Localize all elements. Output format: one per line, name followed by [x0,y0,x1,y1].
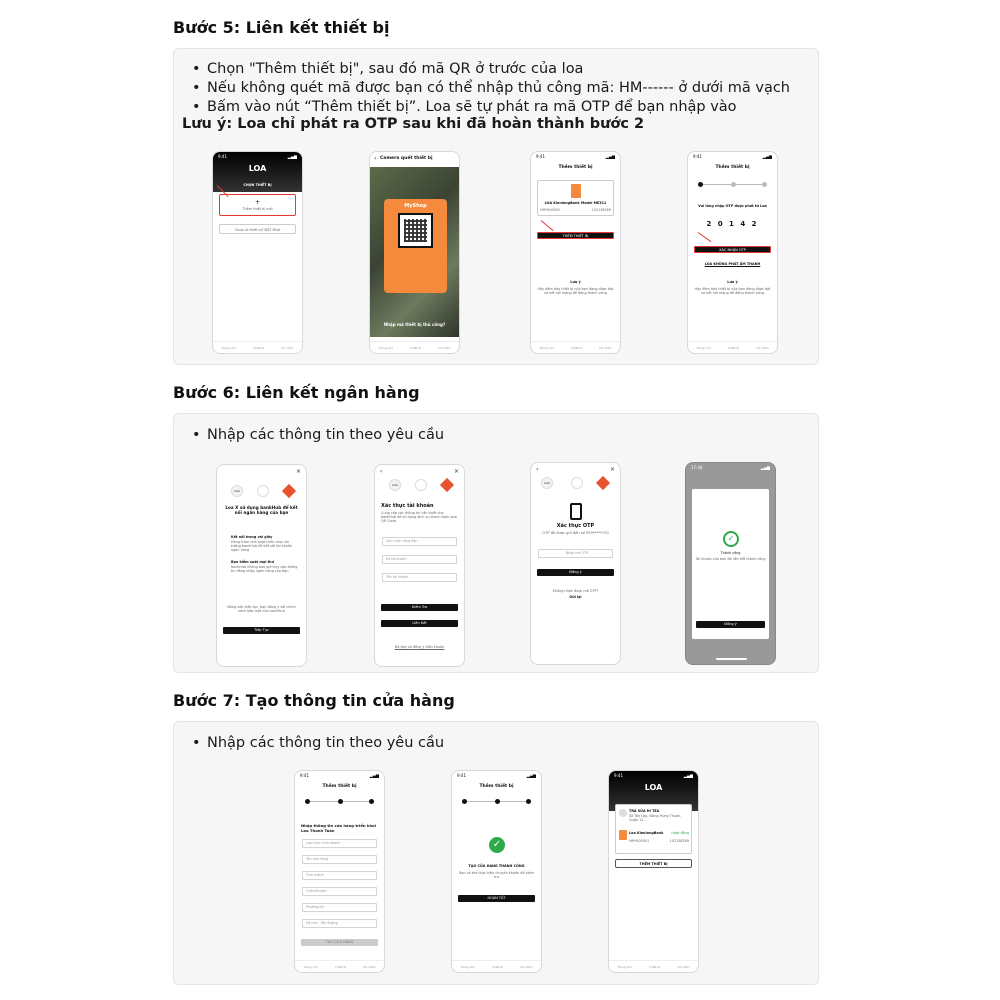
nav-profile[interactable]: Cá nhân [520,964,533,969]
step6-panel [173,413,819,673]
feature-1-text: Hàng trăm nhà phát triển chọn tin tưởng bankHub để kết nối tài khoản ngân hàng [231,540,293,552]
nav-device[interactable]: Thiết bị [491,964,504,969]
link-icon [415,479,427,491]
success-desc: Tài khoản của bạn đã liên kết thành công [695,557,766,561]
account-number-input[interactable]: Số tài khoản [382,555,457,564]
step5-note: Lưu ý: Loa chỉ phát ra OTP sau khi đã hoàn thành bước 2 [182,116,645,132]
progress-stepper [698,182,767,186]
step7-bullets [192,734,444,753]
speaker-icon [571,184,581,198]
back-icon[interactable]: ‹ [374,155,377,162]
address-input[interactable]: Số nhà - Tên đường [302,919,377,928]
screen-title: Thêm thiết bị [322,784,357,789]
ward-input[interactable]: Phường/Xã [302,903,377,912]
info-text: Hãy đảm bảo thiết bị của bạn đang được bật và kết nối mạng để đăng thành công [694,287,771,295]
add-device-card[interactable] [219,194,296,216]
agree-button[interactable]: Đồng ý [696,621,765,628]
feature-2-text: bankHub không bao giờ truy cập thông tin đăng nhập ngân hàng của bạn [231,565,298,573]
signal-icon: ▂▄▆ [526,773,536,778]
back-icon[interactable]: ‹ [536,466,539,473]
bottom-nav [609,960,698,972]
step6-screen-bankhub-intro [216,464,307,667]
close-icon[interactable]: × [295,468,301,475]
privacy-text: Bằng việc tiếp tục, bạn đồng ý với chính sách bảo mật của bankHub [227,605,296,613]
connection-icons [531,477,620,489]
info-heading: Lưu ý [727,280,738,284]
status-time: 9:41 [536,154,545,159]
success-title: Thành công [720,551,741,555]
bottom-nav [688,341,777,353]
create-store-button[interactable]: TẠO CỬA HÀNG [301,939,378,946]
nav-profile[interactable]: Cá nhân [363,964,376,969]
step5-screen-otp [687,151,778,354]
screen-title: Thêm thiết bị [715,165,750,170]
add-device-label: THÊM THIẾT BỊ [639,862,668,866]
no-sound-link[interactable]: LOA KHÔNG PHÁT ÂM THANH [704,262,761,266]
device-code: HM*000001 [629,839,650,843]
device-name: LOA KienlongBank Model ME311 [544,201,607,205]
device-serial: 102138289 [591,208,611,212]
device-card [537,180,614,216]
pointer-arrow-icon [541,220,554,231]
pointer-arrow-icon [698,232,712,242]
signal-icon: ▂▄▆ [762,154,772,159]
nav-device[interactable]: Thiết bị [409,345,422,350]
nav-home[interactable]: Trang chủ [303,964,319,969]
nav-home[interactable]: Trang chủ [378,345,394,350]
nav-home[interactable]: Trang chủ [539,345,555,350]
check-circle-icon: ✓ [489,837,505,853]
verify-desc: Cung cấp các thông tin cần thiết cho bankHub để sử dụng dịch vụ thanh toán qua QR Code. [381,511,457,523]
nav-home[interactable]: Trang chủ [696,345,712,350]
bankhub-icon [282,484,296,498]
province-input[interactable]: Tỉnh thành [302,871,377,880]
step5-title: Bước 5: Liên kết thiết bị [173,18,390,37]
check-circle-icon: ✓ [723,531,739,547]
nav-device[interactable]: Thiết bị [648,964,661,969]
step5-screen-add-device [530,151,621,354]
step5-bullet-2: • Nếu không quét mã được bạn có thể nhập thủ công mã: HM------ ở dưới mã vạch [192,79,790,98]
connection-icons [217,485,306,497]
bottom-nav [213,341,302,353]
step5-bullets [192,60,790,117]
device-serial: 102138289 [669,839,689,843]
step7-screen-store-info [294,770,385,973]
add-device-button[interactable] [615,859,692,868]
otp-desc: OTP đã được gửi đến số 093*****170 [542,531,609,535]
camera-viewfinder [370,167,459,337]
link-button[interactable]: Liên Kết [381,620,458,627]
nav-profile[interactable]: Cá nhân [756,345,769,350]
status-time: 9:41 [300,773,309,778]
otp-input[interactable]: 2 0 1 4 2 [706,220,759,228]
step5-bullet-3: • Bấm vào nút “Thêm thiết bị”. Loa sẽ tự phát ra mã OTP để bạn nhập vào [192,98,790,117]
step5-bullet-1: • Chọn "Thêm thiết bị", sau đó mã QR ở trước của loa [192,60,790,79]
nav-device[interactable]: Thiết bị [252,345,265,350]
manual-entry-link[interactable]: Nhập mã thiết bị thủ công? [383,322,446,327]
order-device-button[interactable] [219,224,296,234]
feature-1-title: Kết nối trong vài giây [231,535,273,539]
add-device-button[interactable]: THÊM THIẾT BỊ [537,232,614,239]
account-name-input[interactable]: Tên tài khoản [382,573,457,582]
link-icon [257,485,269,497]
nav-profile[interactable]: Cá nhân [677,964,690,969]
speaker-card [384,199,447,293]
success-desc: Bạn có thể thực hiện chuyển khoản để kiểm tra [459,871,534,879]
nav-home[interactable]: Trang chủ [221,345,237,350]
success-title: TẠO CỬA HÀNG THÀNH CÔNG [468,864,525,868]
store-name: TRÀ SỮA HI TEA [629,809,660,813]
step7-screen-store-success [451,770,542,973]
nav-profile[interactable]: Cá nhân [438,345,451,350]
bottom-nav [531,341,620,353]
info-text: Hãy đảm bảo thiết bị của bạn đang được bật và kết nối mạng để đăng thành công [537,287,614,295]
terms-link[interactable]: Đã đọc và đồng ý điều khoản [394,645,445,649]
step7-title: Bước 7: Tạo thông tin cửa hàng [173,691,455,710]
signal-icon: ▂▄▆ [287,154,297,159]
otp-input[interactable]: Nhập mã OTP [538,549,613,558]
status-time: 17:44 [691,465,703,470]
close-icon[interactable]: × [453,468,459,475]
close-icon[interactable]: × [609,466,615,473]
status-time: 9:41 [693,154,702,159]
step7-panel [173,721,819,985]
connection-icons [375,479,464,491]
brand-label: MyShop [404,203,427,209]
step5-panel [173,48,819,365]
feature-2-title: Bạn kiểm soát mọi thứ [231,560,274,564]
store-card[interactable] [615,804,692,854]
bankhub-icon [440,478,454,492]
phone-icon [570,503,582,520]
nav-profile[interactable]: Cá nhân [281,345,294,350]
store-prompt: Nhập thông tin cửa hàng triển khai Loa Thanh Toán [301,823,377,833]
district-input[interactable]: Quận/Huyện [302,887,377,896]
screen-title: Thêm thiết bị [558,165,593,170]
step6-screen-success [685,462,776,665]
back-icon[interactable]: ‹ [380,468,383,475]
otp-title: Xác thực OTP [556,523,595,529]
otp-prompt: Vui lòng nhập OTP được phát từ Loa [698,204,767,208]
camera-title: Camera quét thiết bị [380,156,433,161]
qr-code-icon [398,213,433,248]
add-device-label: Thêm thiết bị mới [242,207,273,211]
step5-screen-camera-scan [369,151,460,354]
nav-home[interactable]: Trang chủ [617,964,633,969]
intro-heading: Loa X sử dụng bankHub để kết nối ngân hàng của bạn [225,505,298,515]
finish-button[interactable]: HOÀN TẤT [458,895,535,902]
speaker-icon [619,830,627,840]
nav-device[interactable]: Thiết bị [570,345,583,350]
loa-icon: LOA [389,479,401,491]
app-logo: LOA [248,164,267,173]
progress-stepper [462,799,531,803]
bottom-nav [370,341,459,353]
nav-home[interactable]: Trang chủ [460,964,476,969]
signal-icon: ▂▄▆ [760,465,770,470]
step6-screen-otp [530,462,621,665]
resend-question: Không nhận được mã OTP? [552,589,599,593]
step7-screen-home [608,770,699,973]
store-name-input[interactable]: Tên cửa hàng [302,855,377,864]
success-dialog [692,489,769,639]
step6-bullets [192,426,444,445]
device-code: HM*000001 [540,208,561,212]
signal-icon: ▂▄▆ [683,773,693,778]
resend-link[interactable]: Gửi lại [569,595,582,599]
link-icon [571,477,583,489]
step5-screen-select-device [212,151,303,354]
nav-profile[interactable]: Cá nhân [599,345,612,350]
signal-icon: ▂▄▆ [605,154,615,159]
device-status-badge: Hoạt động [671,831,689,835]
id-card-input[interactable]: Căn cước công dân [382,537,457,546]
agree-button[interactable]: Đồng ý [537,569,614,576]
store-address: Số Tân Lập, Đông Hưng Thuận, Quận 12... [629,814,682,822]
plus-icon: + [254,199,261,206]
order-device-label: Chưa có thiết bị? ĐẶT MUA [234,228,281,232]
status-time: 9:41 [614,773,623,778]
loa-icon: LOA [541,477,553,489]
screen-title: Thêm thiết bị [479,784,514,789]
device-name: Loa KienlongBank [629,831,664,835]
bottom-nav [295,960,384,972]
verify-title: Xác thực tài khoản [381,503,434,509]
progress-stepper [305,799,374,803]
section-heading: CHỌN THIẾT BỊ [243,183,272,187]
step6-title: Bước 6: Liên kết ngân hàng [173,383,420,402]
check-button[interactable]: Kiểm Tra [381,604,458,611]
status-time: 9:41 [457,773,466,778]
status-time: 9:41 [218,154,227,159]
step6-bullet-1: • Nhập các thông tin theo yêu cầu [192,426,444,445]
nav-device[interactable]: Thiết bị [334,964,347,969]
business-type-input[interactable]: Loại mục kinh doanh [302,839,377,848]
app-logo: LOA [644,783,663,792]
loa-icon: LOA [231,485,243,497]
continue-button[interactable]: Tiếp Tục [223,627,300,634]
confirm-otp-button[interactable]: XÁC NHẬN OTP [694,246,771,253]
store-avatar [619,809,627,817]
bottom-nav [452,960,541,972]
signal-icon: ▂▄▆ [369,773,379,778]
step6-screen-verify-account [374,464,465,667]
nav-device[interactable]: Thiết bị [727,345,740,350]
step7-bullet-1: • Nhập các thông tin theo yêu cầu [192,734,444,753]
home-indicator [716,658,747,660]
bankhub-icon [596,476,610,490]
info-heading: Lưu ý [570,280,581,284]
